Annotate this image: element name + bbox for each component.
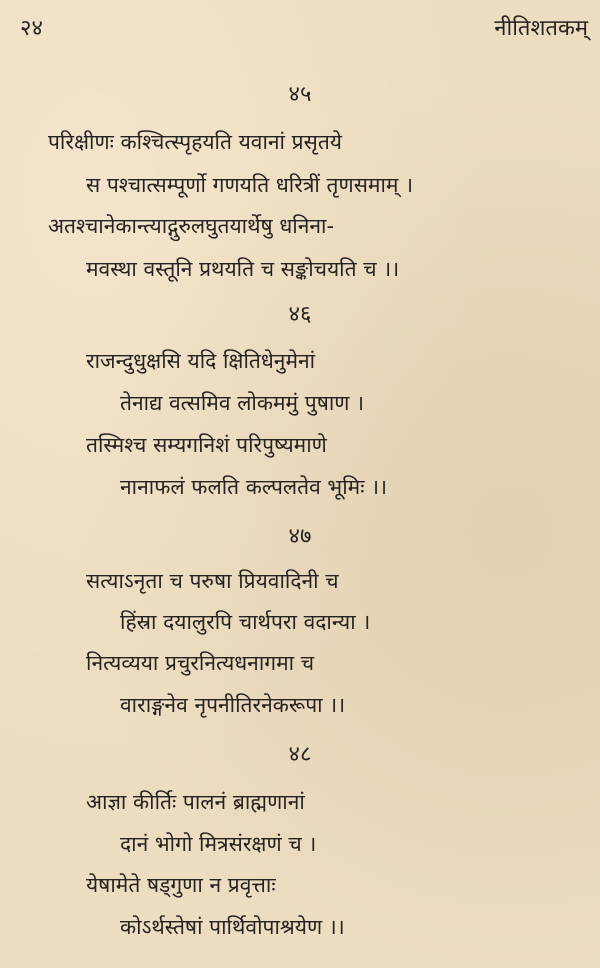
verse-number: ४५ — [288, 82, 312, 107]
verse-line: दानं भोगो मित्रसंरक्षणं च । — [120, 832, 317, 856]
verse-line: कोऽर्थस्तेषां पार्थिवोपाश्रयेण ।। — [120, 915, 345, 939]
verse-number: ४६ — [288, 302, 312, 327]
page-number: २४ — [20, 16, 43, 41]
verse-line: वाराङ्गनेव नृपनीतिरनेकरूपा ।। — [120, 693, 346, 717]
verse-line: स पश्चात्सम्पूर्णो गणयति धरित्रीं तृणसमाम् । — [86, 173, 414, 197]
verse-line: मवस्था वस्तूनि प्रथयति च सङ्कोचयति च ।। — [86, 257, 400, 281]
verse-line: येषामेते षड्गुणा न प्रवृत्ताः — [86, 873, 276, 897]
verse-line: तेनाद्य वत्समिव लोकममुं पुषाण । — [120, 391, 365, 415]
verse-line: तस्मिश्च सम्यगनिशं परिपुष्यमाणे — [86, 433, 327, 457]
verse-line: अतश्चानेकान्त्याद्गुरुलघुतयार्थेषु धनिना- — [48, 214, 335, 238]
verse-line: आज्ञा कीर्तिः पालनं ब्राह्मणानां — [86, 790, 305, 814]
verse-line: परिक्षीणः कश्चित्स्पृहयति यवानां प्रसृतये — [48, 130, 342, 154]
verse-line: नानाफलं फलति कल्पलतेव भूमिः ।। — [120, 475, 388, 499]
running-title: नीतिशतकम् — [494, 16, 588, 41]
verse-line: सत्याऽनृता च परुषा प्रियवादिनी च — [86, 569, 339, 593]
verse-number: ४७ — [288, 524, 312, 549]
verse-line: नित्यव्यया प्रचुरनित्यधनागमा च — [86, 651, 315, 675]
verse-line: हिंस्रा दयालुरपि चार्थपरा वदान्या । — [120, 610, 371, 634]
verse-line: राजन्दुधुक्षसि यदि क्षितिधेनुमेनां — [86, 349, 316, 373]
verse-number: ४८ — [288, 742, 312, 767]
